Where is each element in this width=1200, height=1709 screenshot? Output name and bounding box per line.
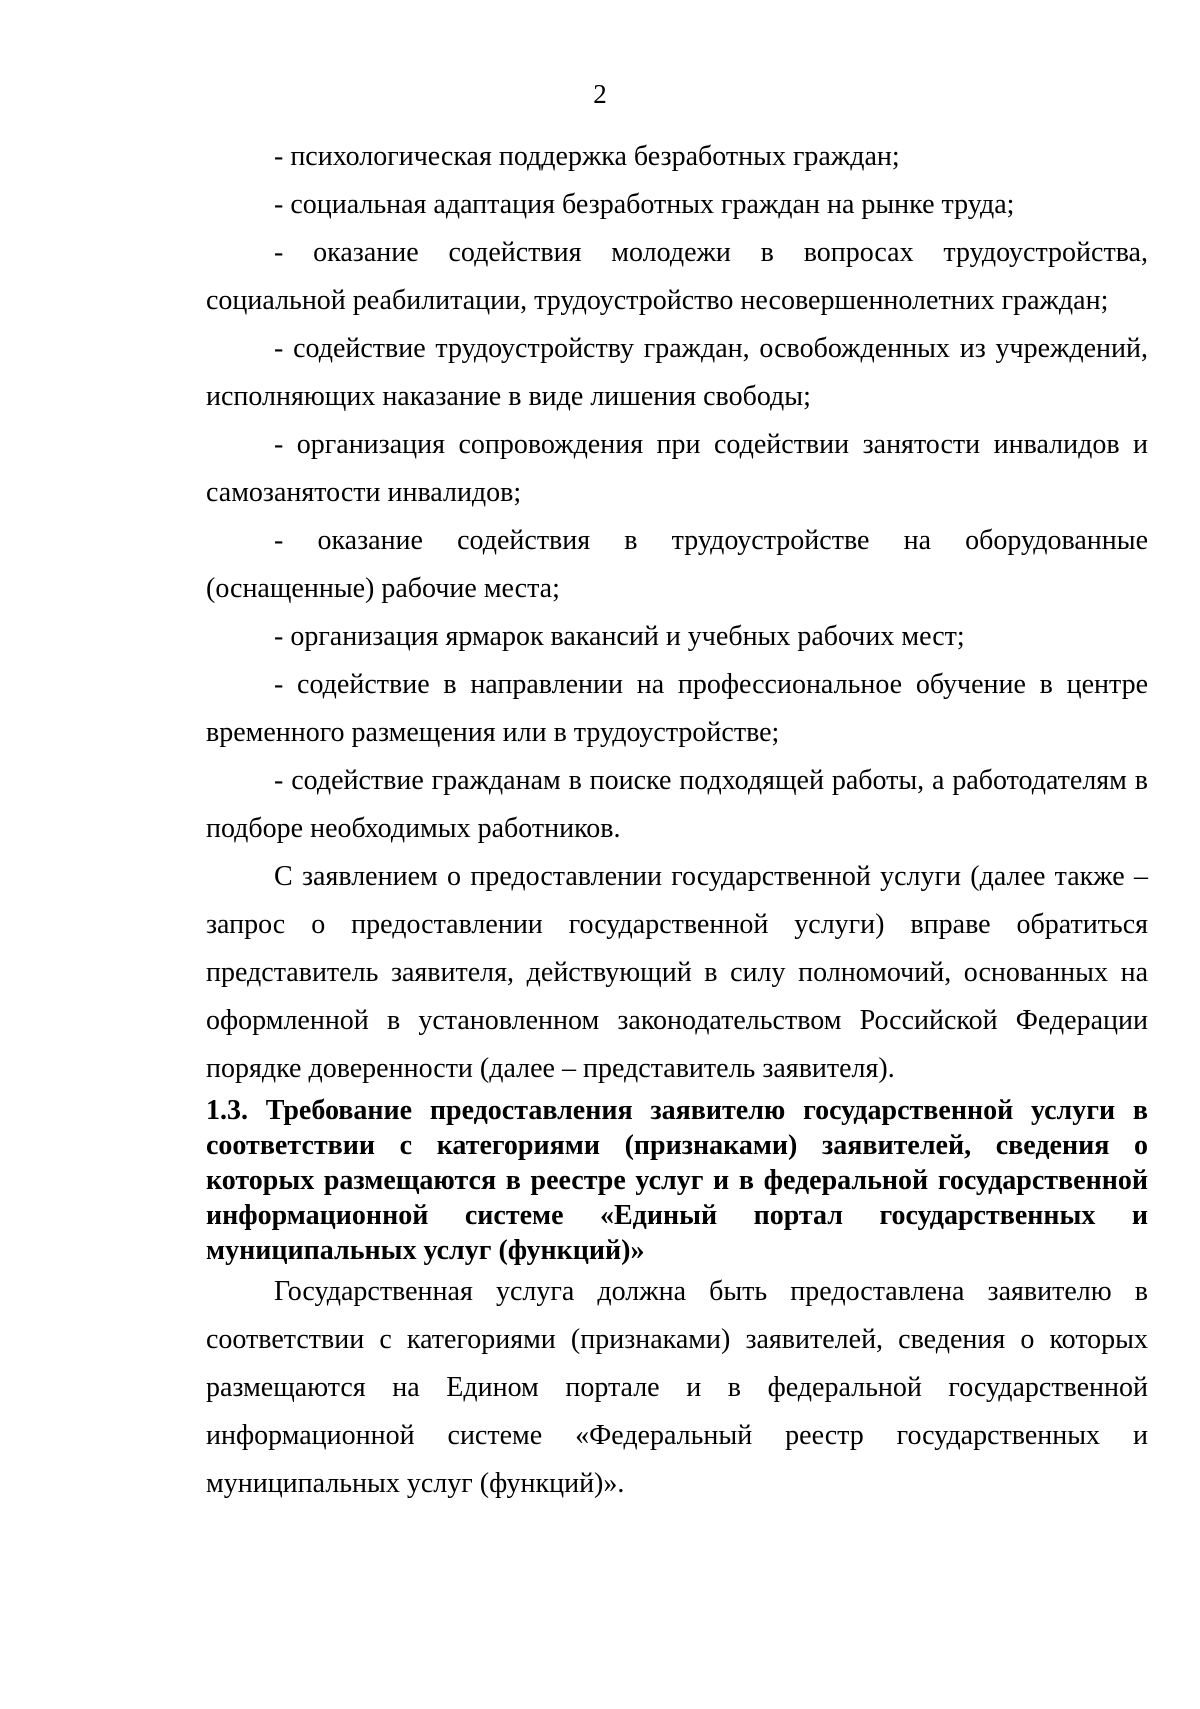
list-item: - содействие в направлении на профессиональное обучение в центре временного размещения или в трудоустройстве; [206,669,1148,748]
section-paragraph: Государственная услуга должна быть предоставлена заявителю в соответствии с категориями (признаками) заявителей, сведения о которых размещаются на Едином портале и в федеральной государственной информационной системе «Федеральный реестр государственных и муниципальных услуг (функций)». [206,1276,1148,1499]
list-item: - содействие трудоустройству граждан, освобожденных из учреждений, исполняющих наказание в виде лишения свободы; [206,333,1148,412]
list-item: - психологическая поддержка безработных граждан; [274,141,900,172]
list-item: - организация сопровождения при содействии занятости инвалидов и самозанятости инвалидов; [206,429,1148,508]
list-item: - содействие гражданам в поиске подходящей работы, а работодателям в подборе необходимых работников. [206,765,1148,844]
representative-paragraph: С заявлением о предоставлении государственной услуги (далее также – запрос о предоставлении государственной услуги) вправе обратиться представитель заявителя, действующий в силу полномочий, основанных на оформленной в установленном законодательством Российской Федерации порядке доверенности (далее – представитель заявителя). [206,861,1148,1084]
document-body [206,133,1148,1508]
page-number: 2 [593,79,607,109]
list-item: - социальная адаптация безработных граждан на рынке труда; [274,189,1015,220]
list-item: - оказание содействия в трудоустройстве на оборудованные (оснащенные) рабочие места; [206,525,1148,604]
section-heading: 1.3. Требование предоставления заявителю государственной услуги в соответствии с категориями (признаками) заявителей, сведения о которых размещаются в реестре услуг и в федеральной государственной информационной системе «Единый портал государственных и муниципальных услуг (функций)» [206,1095,1148,1266]
list-item: - организация ярмарок вакансий и учебных рабочих мест; [274,621,965,652]
list-item: - оказание содействия молодежи в вопросах трудоустройства, социальной реабилитации, трудоустройство несовершеннолетних граждан; [206,237,1148,316]
